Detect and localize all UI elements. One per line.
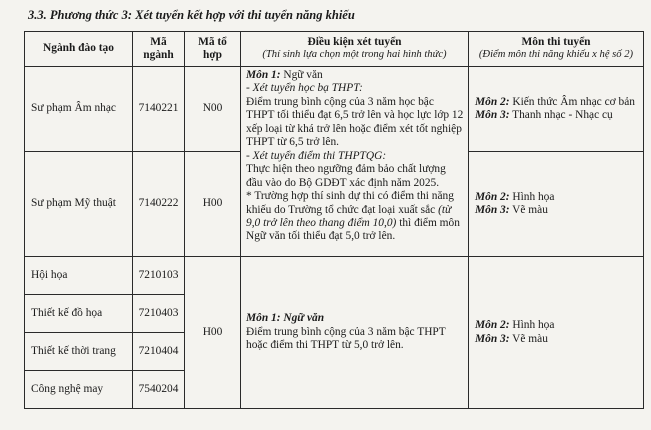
subject2-name: Hình họa bbox=[512, 319, 555, 332]
major-code: 7140222 bbox=[133, 152, 185, 257]
subjects-cell bbox=[469, 67, 644, 152]
table-row bbox=[25, 67, 644, 152]
admission-table bbox=[24, 31, 644, 409]
major-name: Sư phạm Mỹ thuật bbox=[25, 152, 133, 257]
subject2-label: Môn 2: bbox=[475, 190, 510, 203]
major-name: Thiết kế đồ họa bbox=[25, 295, 133, 333]
header-subjects-note: (Điểm môn thi năng khiếu x hệ số 2) bbox=[478, 49, 634, 61]
major-name: Sư phạm Âm nhạc bbox=[25, 67, 133, 152]
method1-title: - Xét tuyển học bạ THPT: bbox=[246, 82, 363, 95]
header-subjects-title: Môn thi tuyển bbox=[521, 36, 591, 49]
header-code: Mã ngành bbox=[133, 32, 185, 67]
method2-title: - Xét tuyển điểm thi THPTQG: bbox=[246, 149, 387, 162]
condition-note bbox=[246, 190, 464, 244]
subject1-name: Ngữ văn bbox=[283, 69, 323, 81]
major-code: 7210103 bbox=[133, 257, 185, 295]
subject2-name: Kiến thức Âm nhạc cơ bản bbox=[512, 95, 635, 108]
subjects-cell bbox=[469, 152, 644, 257]
subject3-name: Vẽ màu bbox=[512, 204, 548, 216]
major-code: 7140221 bbox=[133, 67, 185, 152]
subject2-name: Hình họa bbox=[512, 190, 555, 203]
major-code: 7210404 bbox=[133, 333, 185, 371]
header-major: Ngành đào tạo bbox=[25, 32, 133, 67]
condition-bottom-text: Điểm trung bình cộng của 3 năm bậc THPT hoặc điểm thi THPT từ 5,0 trở lên. bbox=[246, 325, 446, 352]
major-name: Hội họa bbox=[25, 257, 133, 295]
major-code: 7540204 bbox=[133, 371, 185, 409]
subject3-label: Môn 3: bbox=[475, 204, 510, 216]
table-row bbox=[25, 257, 644, 295]
note-part-a: * Trường hợp thí sinh dự thi có điểm thi năng khiếu do Trường tổ chức đạt loại xuất sắc bbox=[246, 190, 454, 216]
table-header-row bbox=[25, 32, 644, 67]
group-code: H00 bbox=[185, 152, 241, 257]
major-name: Thiết kế thời trang bbox=[25, 333, 133, 371]
header-condition-title: Điều kiện xét tuyển bbox=[307, 36, 402, 49]
header-subjects bbox=[469, 32, 644, 67]
major-name: Công nghệ may bbox=[25, 371, 133, 409]
subjects-cell-bottom bbox=[469, 257, 644, 409]
header-condition-note: (Thí sinh lựa chọn một trong hai hình thức) bbox=[262, 49, 447, 61]
section-title: 3.3. Phương thức 3: Xét tuyển kết hợp với thi tuyển năng khiếu bbox=[28, 8, 355, 22]
subject1-label: Môn 1: bbox=[246, 312, 281, 325]
subject3-name: Thanh nhạc - Nhạc cụ bbox=[512, 109, 613, 121]
note-part-c: thì điểm môn Ngữ văn tối thiểu đạt 5,0 trở lên. bbox=[246, 216, 460, 243]
subject3-label: Môn 3: bbox=[475, 109, 510, 121]
subject1-name: Ngữ văn bbox=[283, 312, 325, 325]
condition-cell-top bbox=[241, 67, 469, 257]
subject3-name: Vẽ màu bbox=[512, 332, 548, 345]
major-code: 7210403 bbox=[133, 295, 185, 333]
group-code: N00 bbox=[185, 67, 241, 152]
subject1-label: Môn 1: bbox=[246, 69, 281, 81]
method2-text: Thực hiện theo ngưỡng đảm bảo chất lượng đầu vào do Bộ GDĐT xác định năm 2025. bbox=[246, 163, 446, 189]
condition-cell-bottom bbox=[241, 257, 469, 409]
shared-group-code: H00 bbox=[185, 257, 241, 409]
subject2-label: Môn 2: bbox=[475, 95, 510, 108]
subject3-label: Môn 3: bbox=[475, 332, 510, 345]
subject2-label: Môn 2: bbox=[475, 319, 510, 332]
header-condition bbox=[241, 32, 469, 67]
note-part-b: (từ 9,0 trở lên theo thang điểm 10,0) bbox=[246, 203, 452, 229]
header-group: Mã tổ hợp bbox=[185, 32, 241, 67]
method1-text: Điểm trung bình cộng của 3 năm học bậc THPT tối thiểu đạt 6,5 trở lên và học lực lớp 12 xếp loại từ khá trở lên hoặc điểm xét tốt nghiệp THPT từ 6,5 trở lên. bbox=[246, 95, 464, 149]
